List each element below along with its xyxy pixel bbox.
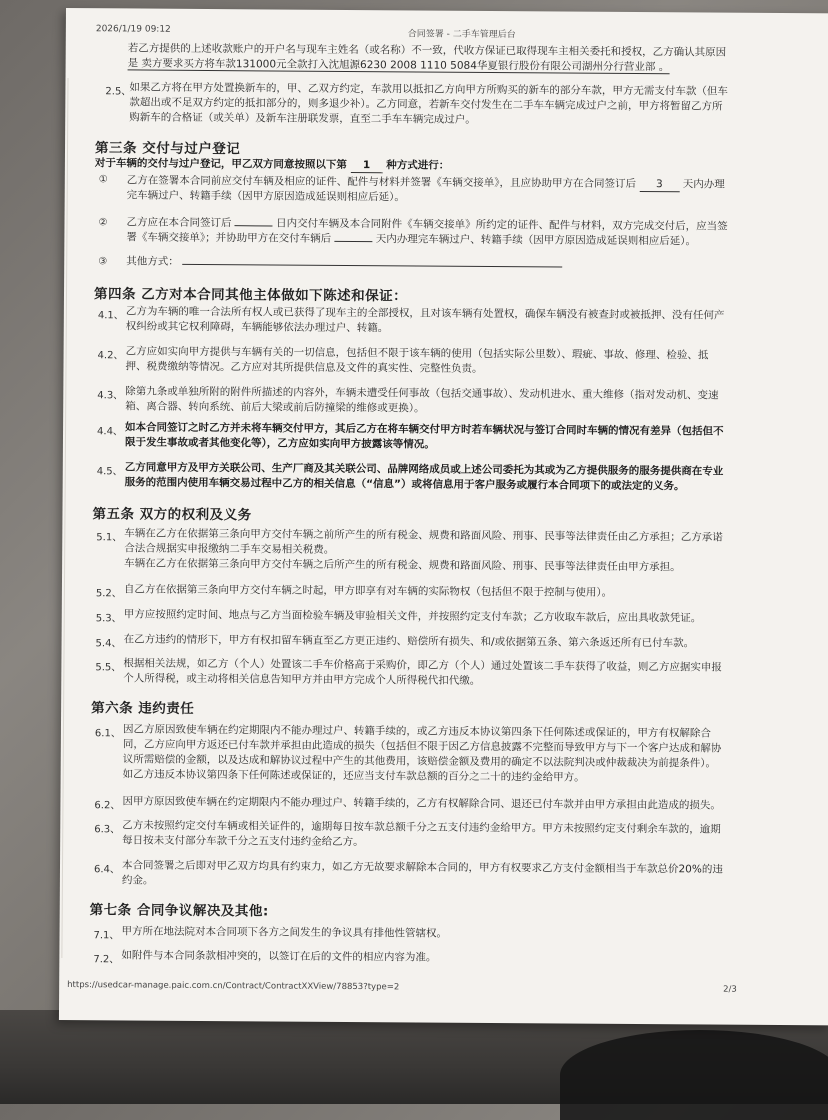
clause-5-1-line-3: 车辆在乙方在依据第三条向甲方交付车辆之后所产生的所有税金、规费和路面风险、刑事、民事等法律责任由甲方承担。 xyxy=(124,557,681,574)
option-2-text-d: 天内办理完车辆过户、转籍手续（因甲方原因造成延误则相应后延）。 xyxy=(375,233,697,248)
option-2-text-a: 乙方应在本合同签订后 xyxy=(126,216,232,230)
option-1-text-b: 天内办理 xyxy=(682,178,725,191)
clause-number: 7.2、 xyxy=(93,954,120,966)
clause-number: 4.2、 xyxy=(97,350,124,362)
delivery-method-choice: 1 xyxy=(351,159,383,173)
clause-5-5-line-2: 个人所得税，或主动将相关信息告知甲方并由甲方完成个人所得税代扣代缴。 xyxy=(123,672,481,687)
clause-6-3-line-1: 乙方未按照约定交付车辆或相关证件的，逾期每日按车款总额千分之五支付违约金给甲方。甲方未按照约定支付剩余车款的，逾期 xyxy=(122,819,721,836)
clause-number: 7.1、 xyxy=(93,930,120,942)
clause-number: 4.3、 xyxy=(97,390,124,402)
clause-number: 5.1、 xyxy=(96,532,123,544)
option-2-line-2 xyxy=(126,231,696,248)
contract-content xyxy=(59,8,826,1013)
section-4-title: 第四条 乙方对本合同其他主体做如下陈述和保证： xyxy=(93,286,408,305)
intro-text-a: 对于车辆的交付与过户登记，甲乙双方同意按照以下第 xyxy=(94,157,347,171)
option-3-label: 其他方式： xyxy=(126,255,179,268)
clause-4-4-line-2: 限于发生事故或者其他变化等），乙方应如实向甲方披露该等情况。 xyxy=(124,436,435,451)
option-2-line-1 xyxy=(126,216,727,233)
top-line-1: 若乙方提供的上述收款账户的开户名与现车主姓名（或名称）不一致，代收方保证已取得现车主相关委托和授权，乙方确认其原因 xyxy=(127,42,727,59)
clause-4-5-line-1: 乙方同意甲方及甲方关联公司、生产厂商及其关联公司、品牌网络成员或上述公司委托为其或为乙方提供服务的服务提供商在专业 xyxy=(124,461,724,478)
option-3-line xyxy=(126,255,562,271)
clause-number: 6.1、 xyxy=(94,728,121,740)
clause-number: 6.4、 xyxy=(93,864,120,876)
clause-4-2-line-2: 押、税费缴纳等情况。乙方应对其所提供信息及文件的真实性、完整性负责。 xyxy=(125,360,483,375)
option-mark: ③ xyxy=(98,256,108,268)
clause-7-2-line-1: 如附件与本合同条款相冲突的，以签订在后的文件的相应内容为准。 xyxy=(121,949,437,964)
clause-2-5-line-1: 如果乙方将在甲方处置换新车的，甲、乙双方约定，车款用以抵扣乙方向甲方所购买的新车的部分车款，甲方无需支付车款（但车 xyxy=(129,81,728,98)
shadow xyxy=(560,1030,828,1120)
clause-number: 4.4、 xyxy=(97,426,123,438)
clause-number: 4.1、 xyxy=(97,310,124,322)
intro-text-b: 种方式进行： xyxy=(386,159,450,172)
clause-number: 5.3、 xyxy=(95,613,122,625)
clause-number: 5.5、 xyxy=(95,662,122,674)
section-6-title: 第六条 违约责任 xyxy=(91,700,195,717)
option-2-text-b: 日内交付车辆及本合同附件《车辆交接单》所约定的证件、配件与材料，双方完成交付后，应当签 xyxy=(276,217,728,233)
margin-line xyxy=(61,78,68,958)
clause-4-1-line-1: 乙方为车辆的唯一合法所有权人或已获得了现车主的全部授权，且对该车辆有处置权，确保车辆没有被查封或被抵押、没有任何产 xyxy=(125,305,725,322)
section-3-intro xyxy=(95,157,449,173)
page-number: 2/3 xyxy=(723,984,737,995)
clause-7-1-line-1: 甲方所在地法院对本合同项下各方之间发生的争议具有排他性管辖权。 xyxy=(121,925,448,940)
clause-6-2-line-1: 因甲方原因致使车辆在约定期限内不能办理过户、转籍手续的，乙方有权解除合同、退还已付车款并由甲方承担由此造成的损失。 xyxy=(122,795,721,812)
option-mark: ② xyxy=(98,217,108,229)
option-1-text-a: 乙方在签署本合同前应交付车辆及相应的证件、配件与材料并签署《车辆交接单》，且应协助甲方在合同签订后 xyxy=(126,174,637,190)
clause-5-3-line-1: 甲方应按照约定时间、地点与乙方当面检验车辆及审验相关文件，并按照约定支付车款；乙方收取车款后，应出具收款凭证。 xyxy=(123,608,702,625)
clause-2-5-line-2: 款超出或不足双方约定的抵扣部分的，则多退少补）。乙方同意，若新车交付发生在二手车车辆完成过户之前，甲方将暂留乙方所 xyxy=(129,96,723,113)
option-2-text-c: 署《车辆交接单》；并协助甲方在交付车辆后 xyxy=(126,231,332,245)
clause-6-1-line-4: 如乙方违反本协议第四条下任何陈述或保证的，还应当支付车款总额的百分之二十的违约金给甲方。 xyxy=(122,768,585,784)
option-2-days-blank xyxy=(235,225,273,226)
print-title: 合同签署 - 二手车管理后台 xyxy=(407,29,516,41)
payee-account-text: 是 卖方要求买方将车款131000元全款打入沈旭源6230 2008 1110 5084华夏银行股份有限公司湖州分行营业部 。 xyxy=(127,57,670,74)
clause-4-1-line-2: 权纠纷或其它权利障碍，车辆能够依法办理过户、转籍。 xyxy=(125,320,389,335)
print-url: https://usedcar-manage.paic.com.cn/Contract/ContractXXView/78853?type=2 xyxy=(67,980,400,993)
clause-5-2-line-1: 自乙方在依据第三条向甲方交付车辆之时起，甲方即享有对车辆的实际物权（包括但不限于控制与使用）。 xyxy=(123,583,613,599)
section-3-title: 第三条 交付与过户登记 xyxy=(94,140,241,158)
clause-number: 6.2、 xyxy=(94,800,121,812)
clause-6-1-line-2: 同，乙方应向甲方返还已付车款并承担由此造成的损失（包括但不限于因乙方信息披露不完整而导致甲方与下一个客户达成和解协 xyxy=(122,738,722,755)
option-1-line-2: 完车辆过户、转籍手续（因甲方原因造成延误则相应后延）。 xyxy=(126,189,405,204)
top-line-2 xyxy=(128,57,670,74)
clause-6-1-line-3: 议所需赔偿的金额，以及达成和解协议过程中产生的其他费用，该赔偿金额及费用的确定不以法院判决或仲裁裁决为前提条件）。 xyxy=(122,753,717,770)
clause-number: 2.5、 xyxy=(105,86,132,98)
clause-6-3-line-2: 每日按未支付部分车款千分之五支付违约金给乙方。 xyxy=(122,834,364,849)
clause-6-4-line-2: 约金。 xyxy=(121,874,154,887)
print-datetime: 2026/1/19 09:12 xyxy=(95,24,171,35)
clause-5-1-line-2: 合法合规据实申报缴纳二手车交易相关税费。 xyxy=(124,542,335,556)
clause-5-4-line-1: 在乙方违约的情形下，甲方有权扣留车辆直至乙方更正违约、赔偿所有损失、和/或依据第五条、第六条返还所有已付车款。 xyxy=(123,633,695,650)
other-method-blank xyxy=(182,264,562,268)
clause-5-5-line-1: 根据相关法规，如乙方（个人）处置该二手车价格高于采购价，即乙方（个人）通过处置该二手车获得了收益，则乙方应据实申报 xyxy=(123,657,722,674)
clause-4-3-line-2: 箱、离合器、转向系统、前后大梁或前后防撞梁的维修或更换）。 xyxy=(125,400,425,415)
clause-number: 6.3、 xyxy=(94,824,121,836)
clause-4-4-line-1: 如本合同签订之时乙方并未将车辆交付甲方，其后乙方在将车辆交付甲方时若车辆状况与签订合同时车辆的情况有差异（包括但不 xyxy=(125,421,724,438)
clause-2-5-line-3: 购新车的合格证（或关单）及新车注册联发票，直至二手车车辆完成过户。 xyxy=(129,111,476,126)
clause-number: 4.5、 xyxy=(96,466,123,478)
clause-number: 5.4、 xyxy=(95,638,122,650)
option-1-days: 3 xyxy=(639,178,679,192)
clause-5-1-line-1: 车辆在乙方在依据第三条向甲方交付车辆之前所产生的所有税金、规费和路面风险、刑事、民事等法律责任由乙方承担；乙方承诺 xyxy=(124,527,723,544)
option-2-transfer-days-blank xyxy=(334,241,372,242)
clause-6-4-line-1: 本合同签署之后即对甲乙双方均具有约束力，如乙方无故要求解除本合同的，甲方有权要求乙方支付金额相当于车款总价20%的违 xyxy=(121,859,723,876)
clause-4-3-line-1: 除第九条或单独所附的附件所描述的内容外，车辆未遭受任何事故（包括交通事故）、发动机进水、重大维修（指对发动机、变速 xyxy=(125,385,719,402)
section-7-title: 第七条 合同争议解决及其他: xyxy=(89,902,269,920)
clause-4-2-line-1: 乙方应如实向甲方提供与车辆有关的一切信息，包括但不限于该车辆的使用（包括实际公里数）、瑕疵、事故、修理、检验、抵 xyxy=(125,345,709,362)
contract-page xyxy=(59,8,828,1025)
clause-6-1-line-1: 因乙方原因致使车辆在约定期限内不能办理过户、转籍手续的，或乙方违反本协议第四条下任何陈述或保证的，甲方有权解除合 xyxy=(122,723,711,740)
option-mark: ① xyxy=(98,174,108,186)
section-5-title: 第五条 双方的权利及义务 xyxy=(92,506,252,524)
clause-number: 5.2、 xyxy=(95,588,122,600)
clause-4-5-line-2: 服务的范围内使用车辆交易过程中乙方的相关信息（“信息”）或将信息用于客户服务或履行本合同项下的或法定的义务。 xyxy=(124,476,685,493)
